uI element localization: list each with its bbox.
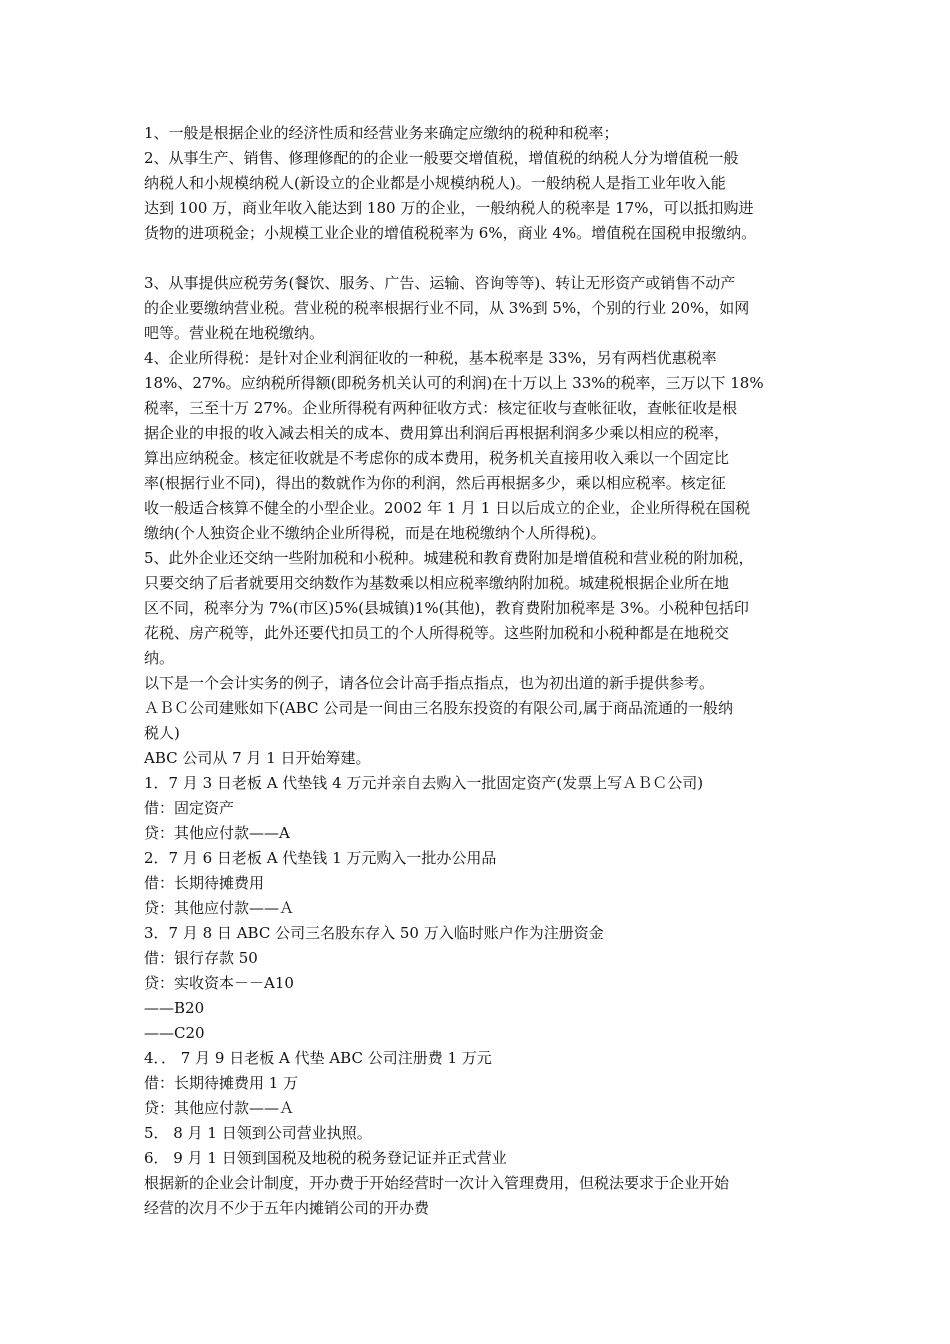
text-line: 的企业要缴纳营业税。营业税的税率根据行业不同，从 3%到 5%，个别的行业 20%，如网 — [144, 299, 750, 317]
text-line: 缴纳(个人独资企业不缴纳企业所得税，而是在地税缴纳个人所得税)。 — [144, 524, 606, 542]
text-line: 1、一般是根据企业的经济性质和经营业务来确定应缴纳的税种和税率； — [144, 124, 619, 142]
text-line: ＡＢＣ公司建账如下(ABC 公司是一间由三名股东投资的有限公司,属于商品流通的一般纳 — [144, 699, 734, 717]
text-line: 3．7 月 8 日 ABC 公司三名股东存入 50 万入临时账户作为注册资金 — [144, 924, 604, 942]
text-line: 收一般适合核算不健全的小型企业。2002 年 1 月 1 日以后成立的企业，企业所得税在国税 — [144, 499, 751, 517]
text-line: 贷：其他应付款——A — [144, 824, 290, 842]
text-line: 只要交纳了后者就要用交纳数作为基数乘以相应税率缴纳附加税。城建税根据企业所在地 — [144, 574, 730, 592]
text-line: 税人) — [144, 724, 180, 742]
text-line: 据企业的申报的收入减去相关的成本、费用算出利润后再根据利润多少乘以相应的税率， — [144, 424, 730, 442]
text-line: 纳。 — [144, 649, 175, 667]
text-line: 纳税人和小规模纳税人(新设立的企业都是小规模纳税人)。一般纳税人是指工业年收入能 — [144, 174, 726, 192]
text-line: 5、此外企业还交纳一些附加税和小税种。城建税和教育费附加是增值税和营业税的附加税， — [144, 549, 754, 567]
text-line: 4、企业所得税：是针对企业利润征收的一种税，基本税率是 33%，另有两档优惠税率 — [144, 349, 717, 367]
text-line: 借：长期待摊费用 — [144, 874, 265, 892]
text-line: 3、从事提供应税劳务(餐饮、服务、广告、运输、咨询等等)、转让无形资产或销售不动产 — [144, 274, 736, 292]
text-line: 以下是一个会计实务的例子，请各位会计高手指点指点，也为初出道的新手提供参考。 — [144, 674, 715, 692]
text-line: ABC 公司从 7 月 1 日开始筹建。 — [144, 749, 371, 767]
text-line: 借：固定资产 — [144, 799, 235, 817]
text-line: 算出应纳税金。核定征收就是不考虑你的成本费用，税务机关直接用收入乘以一个固定比 — [144, 449, 730, 467]
text-line: 经营的次月不少于五年内摊销公司的开办费 — [144, 1199, 430, 1217]
text-line: 18%、27%。应纳税所得额(即税务机关认可的利润)在十万以上 33%的税率，三万以下 18% — [144, 374, 764, 392]
text-line: 贷：实收资本－－A10 — [144, 974, 294, 992]
text-line: 区不同，税率分为 7%(市区)5%(县城镇)1%(其他)，教育费附加税率是 3%。小税种包括印 — [144, 599, 749, 617]
text-line: 货物的进项税金；小规模工业企业的增值税税率为 6%，商业 4%。增值税在国税申报缴纳。 — [144, 224, 757, 242]
text-line: ——B20 — [144, 999, 205, 1017]
document-body — [144, 121, 824, 1221]
text-line: ——C20 — [144, 1024, 205, 1042]
text-line: 花税、房产税等，此外还要代扣员工的个人所得税等。这些附加税和小税种都是在地税交 — [144, 624, 730, 642]
blank-line — [144, 246, 824, 271]
text-line: 5． 8 月 1 日领到公司营业执照。 — [144, 1124, 372, 1142]
text-line: 借：长期待摊费用 1 万 — [144, 1074, 299, 1092]
text-line: 2．7 月 6 日老板 A 代垫钱 1 万元购入一批办公用品 — [144, 849, 497, 867]
text-line: 吧等。营业税在地税缴纳。 — [144, 324, 325, 342]
text-line: 达到 100 万，商业年收入能达到 180 万的企业，一般纳税人的税率是 17%，可以抵扣购进 — [144, 199, 754, 217]
text-line: 根据新的企业会计制度，开办费于开始经营时一次计入管理费用，但税法要求于企业开始 — [144, 1174, 730, 1192]
text-line: 6． 9 月 1 日领到国税及地税的税务登记证并正式营业 — [144, 1149, 507, 1167]
text-line: 2、从事生产、销售、修理修配的的企业一般要交增值税，增值税的纳税人分为增值税一般 — [144, 149, 739, 167]
text-line: 借：银行存款 50 — [144, 949, 258, 967]
text-line: 税率，三至十万 27%。企业所得税有两种征收方式：核定征收与查帐征收，查帐征收是根 — [144, 399, 738, 417]
text-line: 4．． 7 月 9 日老板 A 代垫 ABC 公司注册费 1 万元 — [144, 1049, 492, 1067]
text-line: 1．7 月 3 日老板 A 代垫钱 4 万元并亲自去购入一批固定资产(发票上写ＡＢＣ公司) — [144, 774, 704, 792]
text-line: 率(根据行业不同)，得出的数就作为你的利润，然后再根据多少，乘以相应税率。核定征 — [144, 474, 726, 492]
text-line: 贷：其他应付款——Ａ — [144, 1099, 295, 1117]
text-line: 贷：其他应付款——Ａ — [144, 899, 295, 917]
